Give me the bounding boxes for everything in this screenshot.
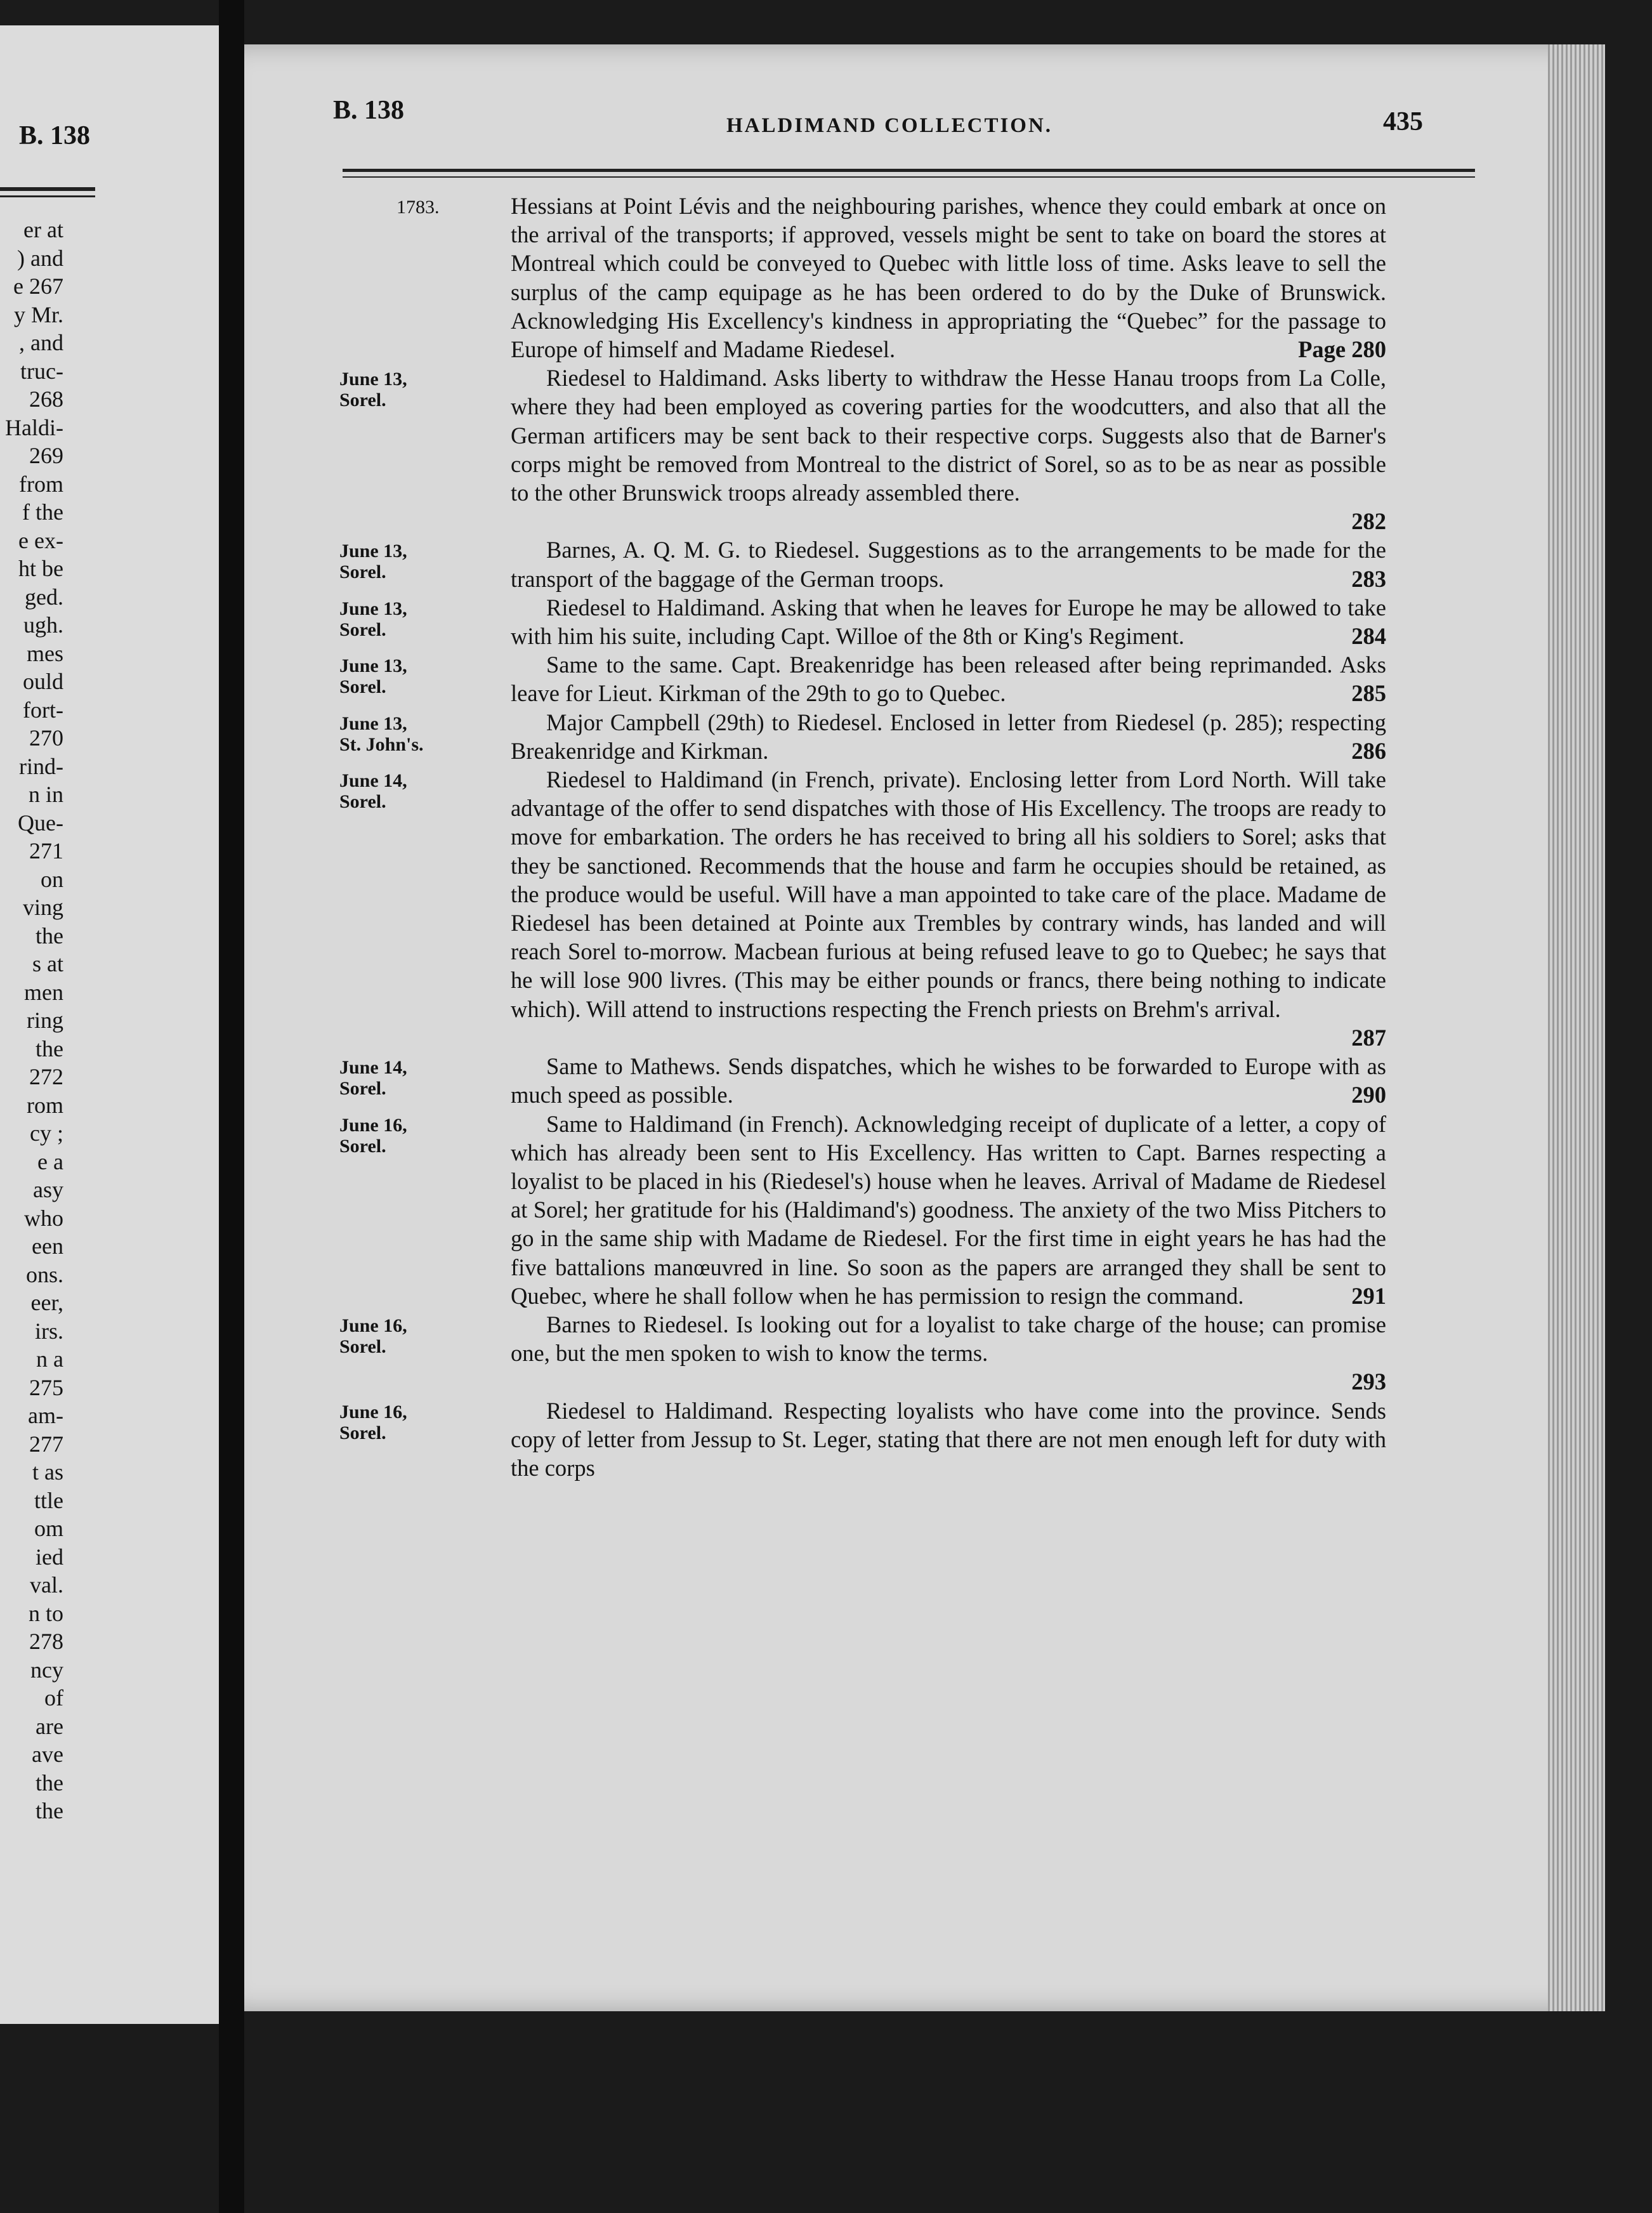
entry-text <box>511 1396 1386 1483</box>
left-page-fragment: , and <box>19 330 63 355</box>
page-reference: 286 <box>1351 737 1386 764</box>
left-page-fragment: cy ; <box>30 1120 63 1146</box>
entry-text <box>511 765 1386 1052</box>
left-page-fragment: ttle <box>34 1487 63 1513</box>
entry-row <box>244 192 1605 364</box>
entry-description: Same to Mathews. Sends dispatches, which he wishes to be forwarded to Europe with as much speed as possible. <box>511 1053 1386 1108</box>
entry-date-day: June 14, <box>339 770 407 792</box>
entry-place: Sorel. <box>339 390 386 411</box>
page-reference: 284 <box>1351 623 1386 650</box>
entry-place: Sorel. <box>339 1336 386 1357</box>
left-page-fragment: een <box>32 1233 63 1259</box>
entry-description: Riedesel to Haldimand. Respecting loyalists who have come into the province. Sends copy of letter from Jessup to St. Leger, stating that there are not men enough left for duty with the corps <box>511 1397 1386 1481</box>
page-reference: 283 <box>1351 565 1386 592</box>
entry-place: Sorel. <box>339 1135 386 1157</box>
entry-date-day: June 13, <box>339 598 407 619</box>
entry-date-day: June 13, <box>339 541 407 562</box>
page-number: 435 <box>1383 107 1423 136</box>
left-page-fragment: ons. <box>25 1261 63 1287</box>
entry-place: Sorel. <box>339 791 386 813</box>
left-page-fragment: the <box>36 1770 63 1796</box>
left-page-fragment: n a <box>36 1346 63 1372</box>
book-gutter <box>219 0 244 2213</box>
entry-description: Barnes to Riedesel. Is looking out for a loyalist to take charge of the house; can promise one, but the men spoken to wish to know the terms. <box>511 1311 1386 1367</box>
entry-description: Same to the same. Capt. Breakenridge has been released after being reprimanded. Asks leave for Lieut. Kirkman of the 29th to go to Quebec. <box>511 652 1386 707</box>
left-page-fragment: are <box>36 1713 63 1739</box>
header-rule <box>343 169 1475 172</box>
left-page <box>0 25 219 2024</box>
left-page-fragment: of <box>44 1685 63 1711</box>
left-page-fragment: from <box>19 471 63 497</box>
entry-row <box>244 1396 1605 1483</box>
entry-place: Sorel. <box>339 1078 386 1100</box>
running-title: HALDIMAND COLLECTION. <box>726 114 1053 137</box>
entry-date-day: June 13, <box>339 655 407 677</box>
entry-row <box>244 1310 1605 1396</box>
page-reference: 287 <box>1351 1024 1386 1051</box>
left-page-fragment: ) and <box>17 245 63 271</box>
left-page-fragment: t as <box>32 1459 63 1485</box>
left-page-rule-thin <box>0 195 95 197</box>
entry-description: Hessians at Point Lévis and the neighbouring parishes, whence they could embark at once on the arrival of the transports; if approved, vessels might be sent to take on board the stores at Montreal which could be conveyed to Quebec with little loss of time. Asks leave to sell the surplus of the camp equipage as he has been ordered to do by the Duke of Brunswick. Acknowledging His Excellency's kindness in appropriating the “Quebec” for the passage to Europe of himself and Madame Riedesel. <box>511 193 1386 363</box>
left-page-fragment: 269 <box>29 443 63 468</box>
left-page-fragment: om <box>34 1516 63 1541</box>
left-page-fragment: 271 <box>29 838 63 864</box>
left-page-fragment: n in <box>28 782 63 807</box>
entry-place: Sorel. <box>339 561 386 583</box>
entry-text <box>511 1052 1386 1109</box>
entry-date-day: June 13, <box>339 712 407 734</box>
left-page-fragment: 268 <box>29 386 63 412</box>
page-reference: 290 <box>1351 1082 1386 1108</box>
left-page-fragment: ied <box>36 1544 63 1570</box>
entry-row <box>244 593 1605 650</box>
left-page-fragment: val. <box>30 1572 63 1598</box>
left-page-fragment: who <box>24 1205 63 1231</box>
right-page <box>244 44 1605 2011</box>
entry-description: Same to Haldimand (in French). Acknowledging receipt of duplicate of a letter, a copy of which has already been sent to His Excellency. Has written to Capt. Barnes respecting a loyalist to be placed in his (Riedesel's) house when he leaves. Arrival of Madame de Riedesel at Sorel; her gratitude for his (Haldimand's) goodness. The anxiety of the two Miss Pitchers to go in the same ship with Madame de Riedesel. For the first time in eight years he has had the five battalions manœuvred in line. So soon as the papers are arranged they shall be sent to Quebec, where he shall follow when he has permission to resign the command. <box>511 1110 1386 1309</box>
page-reference: 291 <box>1351 1282 1386 1309</box>
page-reference: Page 280 <box>1298 336 1386 363</box>
left-page-fragment: Que- <box>18 810 63 836</box>
left-page-rule <box>0 187 95 191</box>
entry-year: 1783. <box>397 197 440 218</box>
entry-description: Major Campbell (29th) to Riedesel. Enclosed in letter from Riedesel (p. 285); respecting Breakenridge and Kirkman. <box>511 709 1386 764</box>
left-page-fragment: rom <box>27 1092 63 1118</box>
left-page-fragment: 272 <box>29 1064 63 1089</box>
entry-description: Riedesel to Haldimand. Asks liberty to withdraw the Hesse Hanau troops from La Colle, where they had been employed as covering parties for the woodcutters, and also that all the German artificers may be sent back to their respective corps. Suggests also that de Barner's corps might be removed from Montreal to the district of Sorel, so as to be as near as possible to the other Brunswick troops already assembled there. <box>511 365 1386 506</box>
page-reference: 282 <box>1351 508 1386 535</box>
left-page-text-fragments <box>0 216 63 1825</box>
left-page-fragment: y Mr. <box>13 301 63 327</box>
left-page-header: B. 138 <box>19 121 91 150</box>
left-page-fragment: e ex- <box>18 527 63 553</box>
entry-text <box>511 192 1386 364</box>
left-page-fragment: 270 <box>29 725 63 751</box>
left-page-fragment: eer, <box>30 1290 63 1315</box>
left-page-fragment: 275 <box>29 1374 63 1400</box>
left-page-fragment: s at <box>32 951 63 976</box>
entry-date <box>244 364 511 535</box>
left-page-fragment: 278 <box>29 1629 63 1654</box>
entry-place: St. John's. <box>339 733 424 755</box>
page-block-edge <box>1548 44 1605 2011</box>
entry-row <box>244 650 1605 707</box>
left-page-fragment: fort- <box>23 697 63 723</box>
entry-date <box>244 1310 511 1396</box>
entry-date-day: June 16, <box>339 1401 407 1422</box>
entry-row <box>244 364 1605 535</box>
entry-description: Riedesel to Haldimand. Asking that when he leaves for Europe he may be allowed to take with him his suite, including Capt. Willoe of the 8th or King's Regiment. <box>511 594 1386 650</box>
entry-description: Riedesel to Haldimand (in French, private). Enclosing letter from Lord North. Will take advantage of the offer to send dispatches with those of His Excellency. The troops are ready to move for embarkation. The orders he has received to bring all his soldiers to Sorel; asks that they be sanctioned. Recommends that the house and farm he occupies should be retained, as the produce would be useful. Will have a man appointed to take care of the place. Madame de Riedesel has been detained at Pointe aux Trembles by contrary winds, has landed and will reach Sorel to-morrow. Macbean furious at being refused leave to go to Quebec; he says that he will lose 900 livres. (This may be either pounds or francs, there being nothing to indicate which). Will attend to instructions respecting the French priests on Brehm's arrival. <box>511 766 1386 1022</box>
entry-date-day: June 16, <box>339 1315 407 1336</box>
entry-text <box>511 1310 1386 1396</box>
entry-row <box>244 535 1605 593</box>
left-page-fragment: f the <box>22 499 63 525</box>
entry-description: Barnes, A. Q. M. G. to Riedesel. Suggestions as to the arrangements to be made for the transport of the baggage of the German troops. <box>511 537 1386 592</box>
left-page-fragment: ving <box>22 895 63 920</box>
left-page-fragment: 277 <box>29 1431 63 1457</box>
entry-text <box>511 535 1386 593</box>
entry-text <box>511 1110 1386 1310</box>
entry-text <box>511 708 1386 765</box>
page-reference: 293 <box>1351 1369 1386 1395</box>
entry-row <box>244 708 1605 765</box>
left-page-fragment: on <box>41 866 63 892</box>
entry-date <box>244 593 511 650</box>
entry-text <box>511 593 1386 650</box>
calendar-entries <box>244 192 1605 1482</box>
entry-date <box>244 708 511 765</box>
volume-label: B. 138 <box>333 96 405 125</box>
entry-text <box>511 650 1386 707</box>
entry-place: Sorel. <box>339 676 386 698</box>
left-page-fragment: ould <box>22 669 63 694</box>
header-rule-thin <box>343 176 1475 178</box>
entry-date-day: June 14, <box>339 1057 407 1079</box>
entry-date-day: June 16, <box>339 1114 407 1136</box>
left-page-fragment: the <box>36 1035 63 1061</box>
left-page-fragment: e 267 <box>13 273 63 299</box>
page-reference: 285 <box>1351 680 1386 707</box>
entry-date <box>244 650 511 707</box>
entry-row <box>244 765 1605 1052</box>
left-page-fragment: asy <box>33 1177 63 1202</box>
left-page-fragment: n to <box>28 1600 63 1626</box>
left-page-fragment: e a <box>37 1148 63 1174</box>
left-page-fragment: irs. <box>35 1318 63 1344</box>
left-page-fragment: ugh. <box>23 612 63 638</box>
left-page-fragment: ave <box>32 1742 63 1767</box>
entry-date <box>244 192 511 364</box>
left-page-fragment: Haldi- <box>5 414 63 440</box>
left-page-fragment: ged. <box>25 584 63 610</box>
left-page-fragment: ncy <box>30 1657 63 1683</box>
left-page-fragment: ring <box>27 1008 63 1033</box>
left-page-fragment: the <box>36 923 63 949</box>
left-page-fragment: am- <box>28 1403 63 1428</box>
entry-date <box>244 765 511 1052</box>
entry-date <box>244 535 511 593</box>
entry-text <box>511 364 1386 535</box>
left-page-fragment: er at <box>23 217 63 242</box>
left-page-fragment: truc- <box>20 358 63 384</box>
entry-date-day: June 13, <box>339 369 407 390</box>
left-page-fragment: ht be <box>18 556 63 581</box>
entry-date <box>244 1396 511 1483</box>
left-page-fragment: mes <box>27 640 63 666</box>
entry-date <box>244 1052 511 1109</box>
entry-date <box>244 1110 511 1310</box>
left-page-fragment: the <box>36 1798 63 1823</box>
entry-place: Sorel. <box>339 1422 386 1443</box>
entry-row <box>244 1052 1605 1109</box>
left-page-fragment: men <box>24 979 63 1005</box>
entry-row <box>244 1110 1605 1310</box>
entry-place: Sorel. <box>339 619 386 640</box>
left-page-fragment: rind- <box>19 753 63 779</box>
